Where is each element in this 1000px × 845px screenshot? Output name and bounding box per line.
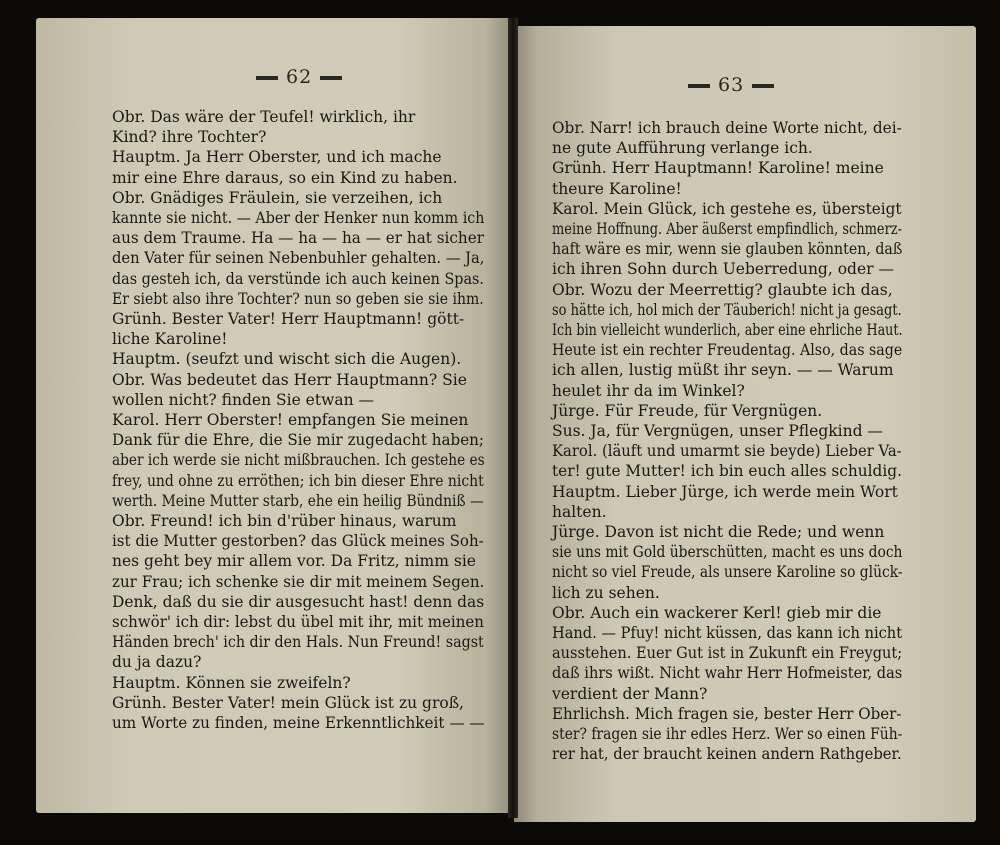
text-line: Dank für die Ehre, die Sie mir zugedacht haben; <box>112 431 484 450</box>
text-line: Jürge. Davon ist nicht die Rede; und wenn <box>552 523 885 542</box>
text-line: sie uns mit Gold überschütten, macht es uns doch <box>552 543 903 562</box>
text-line: Karol. Mein Glück, ich gestehe es, übersteigt <box>552 199 902 218</box>
text-line: Karol. Herr Oberster! empfangen Sie meinen <box>112 411 469 430</box>
text-line: werth. Meine Mutter starb, ehe ein heilig Bündniß — <box>112 491 484 510</box>
text-line: frey, und ohne zu erröthen; ich bin dieser Ehre nicht <box>112 471 484 490</box>
text-line: Obr. Narr! ich brauch deine Worte nicht, dei- <box>552 119 902 137</box>
text-line: theure Karoline! <box>552 179 682 198</box>
text-line: halten. <box>552 502 607 521</box>
text-line: Hauptm. (seufzt und wischt sich die Augen). <box>112 350 462 369</box>
text-line: Obr. Das wäre der Teufel! wirklich, ihr <box>112 108 416 126</box>
ornament-rule <box>752 84 774 88</box>
text-line: du ja dazu? <box>112 653 202 672</box>
page-number-left: 62 <box>248 66 350 88</box>
text-line: um Worte zu finden, meine Erkenntlichkeit — — <box>112 714 485 733</box>
text-line: ich allen, lustig müßt ihr seyn. — — Warum <box>552 361 894 380</box>
text-line: wollen nicht? finden Sie etwan — <box>112 390 374 409</box>
text-line: ter! gute Mutter! ich bin euch alles schuldig. <box>552 462 902 481</box>
text-line: Ich bin vielleicht wunderlich, aber eine ehrliche Haut. <box>552 321 903 340</box>
text-line: Kind? ihre Tochter? <box>112 128 267 147</box>
text-line: lich zu sehen. <box>552 583 660 602</box>
text-line: Karol. (läuft und umarmt sie beyde) Lieber Va- <box>552 442 902 461</box>
left-page-text <box>112 107 484 733</box>
text-line: ich ihren Sohn durch Ueberredung, oder — <box>552 260 894 279</box>
text-line: Hauptm. Können sie zweifeln? <box>112 673 351 692</box>
text-line: Obr. Freund! ich bin d'rüber hinaus, warum <box>112 512 457 531</box>
text-line: ster? fragen sie ihr edles Herz. Wer so einen Füh- <box>552 725 903 744</box>
text-line: kannte sie nicht. — Aber der Henker nun komm ich <box>112 209 485 228</box>
text-line: Ehrlichsh. Mich fragen sie, bester Herr Ober- <box>552 704 902 723</box>
text-line: liche Karoline! <box>112 330 228 349</box>
book-gutter <box>508 18 518 818</box>
text-line: aber ich werde sie nicht mißbrauchen. Ich gestehe es <box>112 451 485 470</box>
text-line: zur Frau; ich schenke sie dir mit meinem Segen. <box>112 572 485 591</box>
text-line: Obr. Wozu der Meerrettig? glaubte ich das, <box>552 280 893 299</box>
text-line: Hauptm. Ja Herr Oberster, und ich mache <box>112 148 442 167</box>
text-line: schwör' ich dir: lebst du übel mit ihr, mit meinen <box>112 613 484 632</box>
ornament-rule <box>320 76 342 80</box>
text-line: das gesteh ich, da verstünde ich auch keinen Spas. <box>112 269 484 288</box>
text-line: den Vater für seinen Nebenbuhler gehalten. — Ja, <box>112 249 485 268</box>
text-line: nicht so viel Freude, als unsere Karoline so glück- <box>552 563 903 582</box>
text-line: ausstehen. Euer Gut ist in Zukunft ein Freygut; <box>552 644 903 663</box>
text-line: Denk, daß du sie dir ausgesucht hast! denn das <box>112 592 485 611</box>
ornament-rule <box>688 84 710 88</box>
text-line: Hand. — Pfuy! nicht küssen, das kann ich nicht <box>552 624 903 643</box>
text-line: Er siebt also ihre Tochter? nun so geben sie sie ihm. <box>112 289 484 308</box>
text-line: so hätte ich, hol mich der Täuberich! nicht ja gesagt. <box>552 300 902 319</box>
text-line: Heute ist ein rechter Freudentag. Also, das sage <box>552 341 903 360</box>
right-page-text <box>552 118 902 765</box>
text-line: Hauptm. Lieber Jürge, ich werde mein Wort <box>552 482 898 501</box>
text-line: aus dem Traume. Ha — ha — ha — er hat sicher <box>112 229 485 248</box>
text-line: Sus. Ja, für Vergnügen, unser Pflegkind — <box>552 422 883 441</box>
text-line: Grünh. Bester Vater! mein Glück ist zu groß, <box>112 693 464 712</box>
text-line: nes geht bey mir allem vor. Da Fritz, nimm sie <box>112 552 476 571</box>
text-line: ist die Mutter gestorben? das Glück meines Soh- <box>112 532 484 551</box>
text-line: meine Hoffnung. Aber äußerst empfindlich, schmerz- <box>552 220 903 239</box>
text-line: Händen brech' ich dir den Hals. Nun Freund! sagst <box>112 633 484 652</box>
text-line: Grünh. Herr Hauptmann! Karoline! meine <box>552 159 884 178</box>
text-line: Jürge. Für Freude, für Vergnügen. <box>552 401 823 420</box>
text-line: rer hat, der braucht keinen andern Rathgeber. <box>552 745 902 764</box>
text-line: ne gute Aufführung verlange ich. <box>552 139 813 158</box>
page-number-right: 63 <box>680 74 782 96</box>
text-line: mir eine Ehre daraus, so ein Kind zu haben. <box>112 168 458 187</box>
text-line: Obr. Was bedeutet das Herr Hauptmann? Sie <box>112 370 467 389</box>
text-line: daß ihrs wißt. Nicht wahr Herr Hofmeister, das <box>552 664 903 683</box>
text-line: Grünh. Bester Vater! Herr Hauptmann! gött- <box>112 310 465 329</box>
text-line: verdient der Mann? <box>552 684 708 703</box>
ornament-rule <box>256 76 278 80</box>
text-line: Obr. Gnädiges Fräulein, sie verzeihen, ich <box>112 188 443 207</box>
text-line: heulet ihr da im Winkel? <box>552 381 745 400</box>
text-line: haft wäre es mir, wenn sie glauben könnten, daß <box>552 240 903 259</box>
text-line: Obr. Auch ein wackerer Kerl! gieb mir die <box>552 603 882 622</box>
